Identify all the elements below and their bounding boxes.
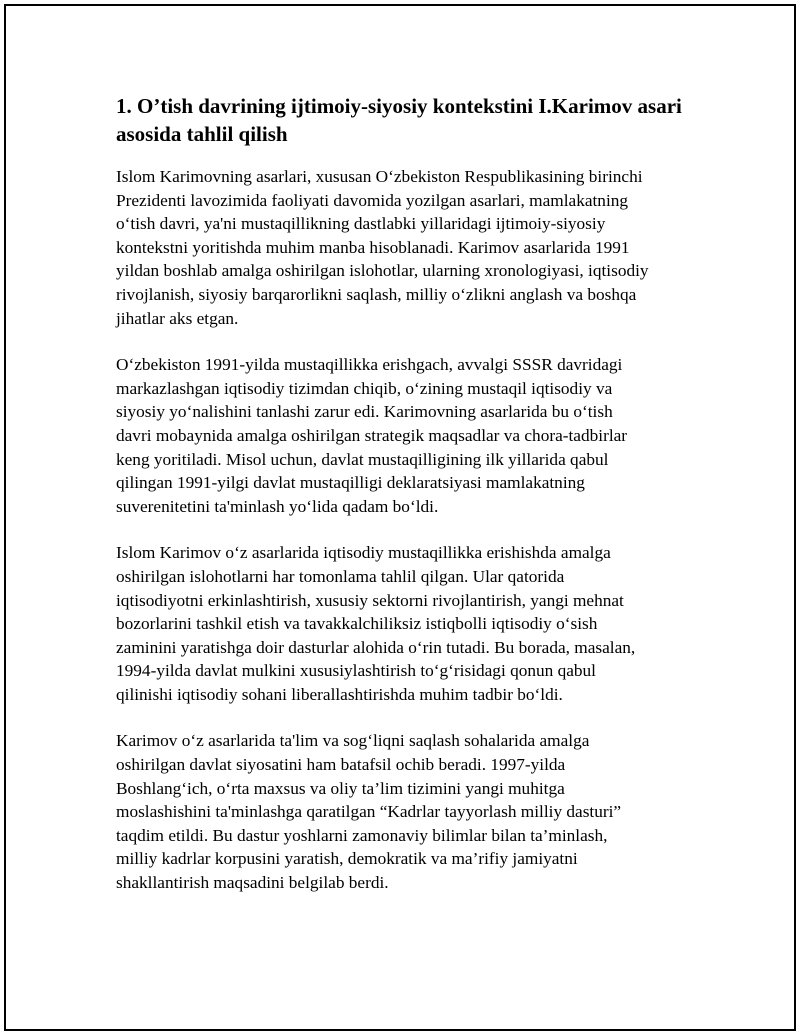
text-line: markazlashgan iqtisodiy tizimdan chiqib, o‘zining mustaqil iqtisodiy va xyxy=(116,378,613,398)
heading-line: asosida tahlil qilish xyxy=(116,122,288,146)
text-line: suverenitetini ta'minlash yo‘lida qadam bo‘ldi. xyxy=(116,496,439,516)
text-line: Karimov o‘z asarlarida ta'lim va sog‘liqni saqlash sohalarida amalga xyxy=(116,731,590,751)
text-line: zaminini yaratishga doir dasturlar alohida o‘rin tutadi. Bu borada, masalan, xyxy=(116,637,636,657)
text-line: qilinishi iqtisodiy sohani liberallashtirishda muhim tadbir bo‘ldi. xyxy=(116,684,563,704)
text-line: keng yoritiladi. Misol uchun, davlat mustaqilligining ilk yillarida qabul xyxy=(116,449,609,469)
section-heading xyxy=(116,92,682,148)
text-line: moslashishini ta'minlashga qaratilgan “Kadrlar tayyorlash milliy dasturi” xyxy=(116,802,622,822)
text-line: shakllantirish maqsadini belgilab berdi. xyxy=(116,873,389,893)
text-line: Boshlang‘ich, o‘rta maxsus va oliy ta’lim tizimini yangi muhitga xyxy=(116,778,565,798)
text-line: rivojlanish, siyosiy barqarorlikni saqlash, milliy o‘zlikni anglash va boshqa xyxy=(116,284,637,304)
text-line: kontekstni yoritishda muhim manba hisoblanadi. Karimov asarlarida 1991 xyxy=(116,237,630,257)
text-line: bozorlarini tashkil etish va tavakkalchiliksiz istiqbolli iqtisodiy o‘sish xyxy=(116,614,598,634)
text-line: 1994-yilda davlat mulkini xususiylashtirish to‘g‘risidagi qonun qabul xyxy=(116,661,596,681)
text-line: jihatlar aks etgan. xyxy=(116,308,239,328)
text-line: davri mobaynida amalga oshirilgan strategik maqsadlar va chora-tadbirlar xyxy=(116,425,628,445)
text-line: milliy kadrlar korpusini yaratish, demokratik va ma’rifiy jamiyatni xyxy=(116,849,578,869)
document-body xyxy=(116,92,682,895)
text-line: O‘zbekiston 1991-yilda mustaqillikka erishgach, avvalgi SSSR davridagi xyxy=(116,355,623,375)
text-line: Islom Karimov o‘z asarlarida iqtisodiy mustaqillikka erishishda amalga xyxy=(116,543,611,563)
paragraph-1 xyxy=(116,165,676,330)
paragraph-3 xyxy=(116,541,676,706)
text-line: yildan boshlab amalga oshirilgan islohotlar, ularning xronologiyasi, iqtisodiy xyxy=(116,261,649,281)
text-line: o‘tish davri, ya'ni mustaqillikning dastlabki yillaridagi ijtimoiy-siyosiy xyxy=(116,214,606,234)
text-line: Islom Karimovning asarlari, xususan O‘zbekiston Respublikasining birinchi xyxy=(116,167,643,186)
paragraph-2 xyxy=(116,353,676,518)
heading-line: 1. O’tish davrining ijtimoiy-siyosiy kontekstini I.Karimov asari xyxy=(116,94,682,118)
text-line: siyosiy yo‘nalishini tanlashi zarur edi. Karimovning asarlarida bu o‘tish xyxy=(116,402,613,422)
text-line: taqdim etildi. Bu dastur yoshlarni zamonaviy bilimlar bilan ta’minlash, xyxy=(116,825,608,845)
paragraph-4 xyxy=(116,729,676,894)
text-line: Prezidenti lavozimida faoliyati davomida yozilgan asarlari, mamlakatning xyxy=(116,190,629,210)
text-line: iqtisodiyotni erkinlashtirish, xususiy sektorni rivojlantirish, yangi mehnat xyxy=(116,590,624,610)
text-line: qilingan 1991-yilgi davlat mustaqilligi deklaratsiyasi mamlakatning xyxy=(116,473,585,493)
text-line: oshirilgan davlat siyosatini ham batafsil ochib beradi. 1997-yilda xyxy=(116,755,566,775)
text-line: oshirilgan islohotlarni har tomonlama tahlil qilgan. Ular qatorida xyxy=(116,566,565,586)
